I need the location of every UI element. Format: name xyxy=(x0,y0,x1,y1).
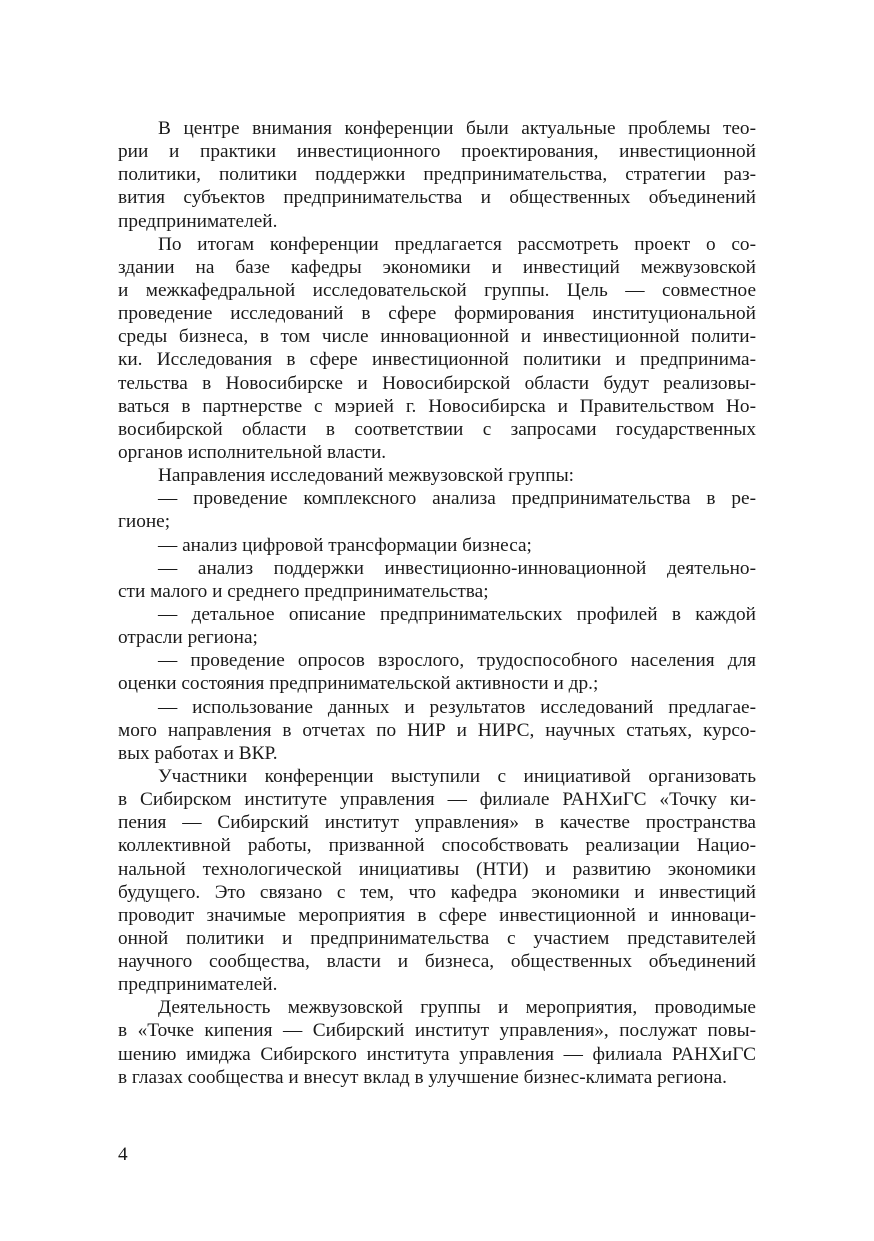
paragraph xyxy=(118,464,756,487)
text-line: проводит значимые мероприятия в сфере инвестиционной и инноваци- xyxy=(118,904,756,926)
paragraph xyxy=(118,487,756,533)
paragraph xyxy=(118,117,756,233)
text-line: в Сибирском институте управления — филиале РАНХиГС «Точку ки- xyxy=(118,789,756,811)
text-line: онной политики и предпринимательства с участием представителей xyxy=(118,927,756,949)
text-line: гионе; xyxy=(118,511,171,533)
text-line: в «Точке кипения — Сибирский институт управления», послужат повы- xyxy=(118,1020,756,1042)
body-text xyxy=(118,117,756,1089)
paragraph xyxy=(118,765,756,996)
text-line: политики, политики поддержки предпринимательства, стратегии раз- xyxy=(118,164,756,186)
text-line: — детальное описание предпринимательских профилей в каждой xyxy=(158,603,756,625)
paragraph xyxy=(118,696,756,765)
text-line: восибирской области в соответствии с запросами государственных xyxy=(118,418,756,440)
text-line: По итогам конференции предлагается рассмотреть проект о со- xyxy=(158,233,756,255)
text-line: пения — Сибирский институт управления» в качестве пространства xyxy=(118,812,756,834)
text-line: здании на базе кафедры экономики и инвестиций межвузовской xyxy=(118,256,756,278)
text-line: отрасли региона; xyxy=(118,627,258,649)
text-line: — проведение опросов взрослого, трудоспособного населения для xyxy=(158,650,756,672)
text-line: ваться в партнерстве с мэрией г. Новосибирска и Правительством Но- xyxy=(118,395,756,417)
text-line: — проведение комплексного анализа предпринимательства в ре- xyxy=(158,488,756,510)
paragraph xyxy=(118,603,756,649)
text-line: научного сообщества, власти и бизнеса, общественных объединений xyxy=(118,951,756,973)
text-line: проведение исследований в сфере формирования институциональной xyxy=(118,303,756,325)
text-line: — анализ цифровой трансформации бизнеса; xyxy=(158,534,532,556)
text-line: органов исполнительной власти. xyxy=(118,441,387,463)
text-line: рии и практики инвестиционного проектирования, инвестиционной xyxy=(118,141,756,163)
text-line: вития субъектов предпринимательства и общественных объединений xyxy=(118,187,756,209)
text-line: предпринимателей. xyxy=(118,210,278,232)
text-line: — анализ поддержки инвестиционно-инновационной деятельно- xyxy=(158,557,756,579)
text-line: и межкафедральной исследовательской группы. Цель — совместное xyxy=(118,279,756,301)
text-line: В центре внимания конференции были актуальные проблемы тео- xyxy=(158,118,756,139)
text-line: оценки состояния предпринимательской активности и др.; xyxy=(118,673,599,695)
text-line: тельства в Новосибирске и Новосибирской области будут реализовы- xyxy=(118,372,756,394)
text-line: сти малого и среднего предпринимательства; xyxy=(118,580,489,602)
paragraph xyxy=(118,233,756,464)
text-line: нальной технологической инициативы (НТИ) и развитию экономики xyxy=(118,858,756,880)
text-line: Участники конференции выступили с инициативой организовать xyxy=(158,765,756,787)
page-number: 4 xyxy=(118,1144,128,1165)
paragraph xyxy=(118,557,756,603)
text-line: коллективной работы, призванной способствовать реализации Нацио- xyxy=(118,835,756,857)
text-line: — использование данных и результатов исследований предлагае- xyxy=(158,696,756,718)
paragraph xyxy=(118,534,756,557)
text-line: Направления исследований межвузовской группы: xyxy=(158,465,575,487)
paragraph xyxy=(118,649,756,695)
paragraph xyxy=(118,996,756,1089)
text-line: будущего. Это связано с тем, что кафедра экономики и инвестиций xyxy=(118,881,756,903)
text-line: Деятельность межвузовской группы и мероприятия, проводимые xyxy=(158,997,756,1019)
text-line: среды бизнеса, в том числе инновационной и инвестиционной полити- xyxy=(118,326,756,348)
text-line: мого направления в отчетах по НИР и НИРС, научных статьях, курсо- xyxy=(118,719,756,741)
text-line: в глазах сообщества и внесут вклад в улучшение бизнес-климата региона. xyxy=(118,1066,727,1088)
text-line: шению имиджа Сибирского института управления — филиала РАНХиГС xyxy=(118,1043,756,1065)
text-line: ки. Исследования в сфере инвестиционной политики и предпринима- xyxy=(118,349,756,371)
text-line: предпринимателей. xyxy=(118,974,278,996)
text-line: вых работах и ВКР. xyxy=(118,742,278,764)
